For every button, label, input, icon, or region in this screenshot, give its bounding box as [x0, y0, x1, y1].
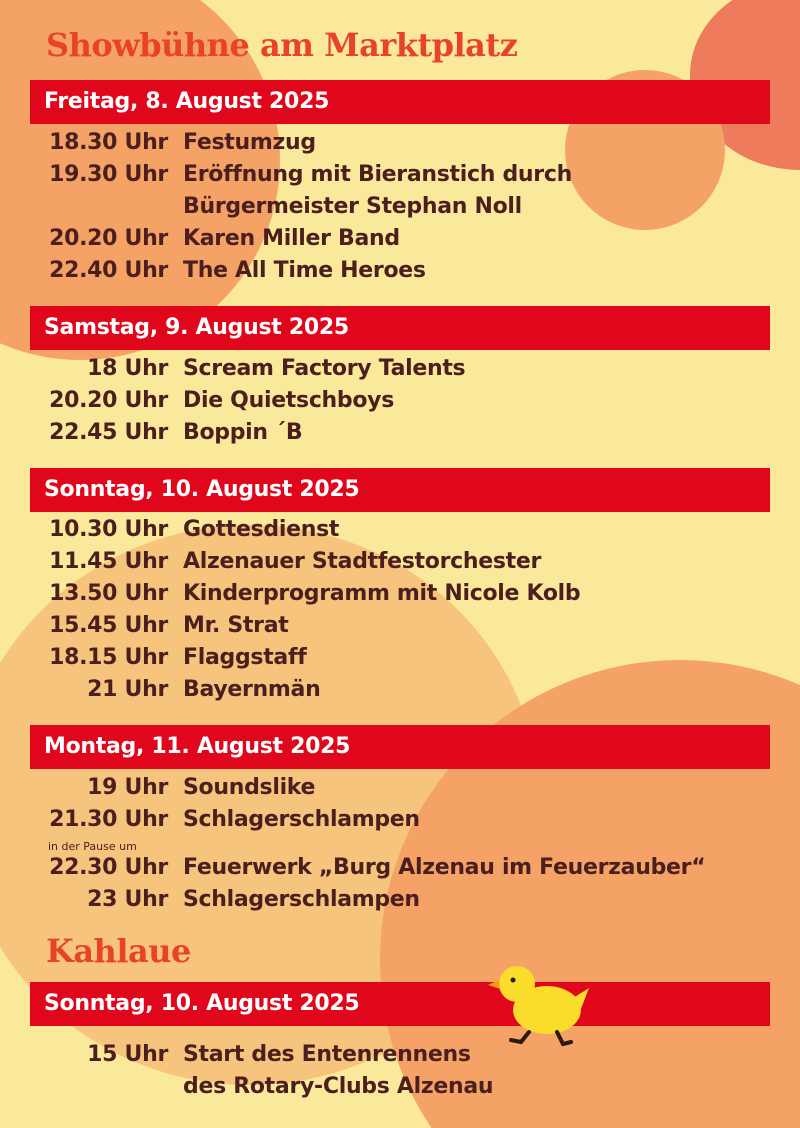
event-time: 18 Uhr — [87, 356, 168, 381]
schedule-row — [0, 353, 800, 385]
schedule-row — [0, 852, 800, 884]
event-time: 18.15 Uhr — [49, 645, 168, 670]
event-time: 22.30 Uhr — [49, 855, 168, 880]
event-act: Die Quietschboys — [183, 388, 395, 413]
day-header-kahlaue-sunday: Sonntag, 10. August 2025 — [30, 982, 770, 1026]
event-act: Festumzug — [183, 130, 316, 155]
event-act: Boppin ´B — [183, 420, 303, 445]
event-time: 13.50 Uhr — [49, 581, 168, 606]
schedule-row — [0, 159, 800, 191]
event-time: 19 Uhr — [87, 775, 168, 800]
event-act: des Rotary-Clubs Alzenau — [183, 1074, 494, 1099]
schedule-row — [0, 127, 800, 159]
event-act: Alzenauer Stadtfestorchester — [183, 549, 542, 574]
schedule-row — [0, 223, 800, 255]
event-time: 15.45 Uhr — [49, 613, 168, 638]
schedule-row — [0, 255, 800, 287]
event-act: Flaggstaff — [183, 645, 307, 670]
event-act: Kinderprogramm mit Nicole Kolb — [183, 581, 581, 606]
event-act: Schlagerschlampen — [183, 807, 420, 832]
day-header-sunday: Sonntag, 10. August 2025 — [30, 468, 770, 512]
day-header-saturday: Samstag, 9. August 2025 — [30, 306, 770, 350]
schedule-row — [0, 578, 800, 610]
event-act: Karen Miller Band — [183, 226, 400, 251]
schedule-row — [0, 1039, 800, 1071]
event-time: 18.30 Uhr — [49, 130, 168, 155]
event-act: Feuerwerk „Burg Alzenau im Feuerzauber“ — [183, 855, 706, 880]
day-header-friday: Freitag, 8. August 2025 — [30, 80, 770, 124]
event-act: The All Time Heroes — [183, 258, 426, 283]
schedule-row — [0, 191, 800, 223]
event-time: 22.40 Uhr — [49, 258, 168, 283]
schedule-row — [0, 642, 800, 674]
schedule-row — [0, 884, 800, 916]
section-title-kahlaue: Kahlaue — [46, 932, 191, 970]
event-act: Schlagerschlampen — [183, 887, 420, 912]
event-time: 15 Uhr — [87, 1042, 168, 1067]
event-time: 19.30 Uhr — [49, 162, 168, 187]
event-time: 21.30 Uhr — [49, 807, 168, 832]
schedule-row — [0, 804, 800, 836]
schedule-row — [0, 546, 800, 578]
schedule-row — [0, 417, 800, 449]
event-time: 22.45 Uhr — [49, 420, 168, 445]
event-act: Bayernmän — [183, 677, 321, 702]
pause-note: in der Pause um — [48, 840, 137, 853]
schedule-row — [0, 772, 800, 804]
event-time: 20.20 Uhr — [49, 388, 168, 413]
schedule-row — [0, 674, 800, 706]
page-title: Showbühne am Marktplatz — [46, 26, 518, 64]
event-time: 20.20 Uhr — [49, 226, 168, 251]
event-act: Eröffnung mit Bieranstich durch — [183, 162, 572, 187]
event-time: 21 Uhr — [87, 677, 168, 702]
day-header-monday: Montag, 11. August 2025 — [30, 725, 770, 769]
event-time: 10.30 Uhr — [49, 517, 168, 542]
schedule-row — [0, 514, 800, 546]
duck-icon — [485, 958, 595, 1050]
event-act: Soundslike — [183, 775, 316, 800]
schedule-row — [0, 1071, 800, 1103]
schedule-row — [0, 385, 800, 417]
event-act: Gottesdienst — [183, 517, 340, 542]
event-act: Bürgermeister Stephan Noll — [183, 194, 522, 219]
schedule-row — [0, 610, 800, 642]
event-act: Scream Factory Talents — [183, 356, 466, 381]
event-time: 23 Uhr — [87, 887, 168, 912]
event-time: 11.45 Uhr — [49, 549, 168, 574]
event-act: Start des Entenrennens — [183, 1042, 471, 1067]
event-act: Mr. Strat — [183, 613, 289, 638]
